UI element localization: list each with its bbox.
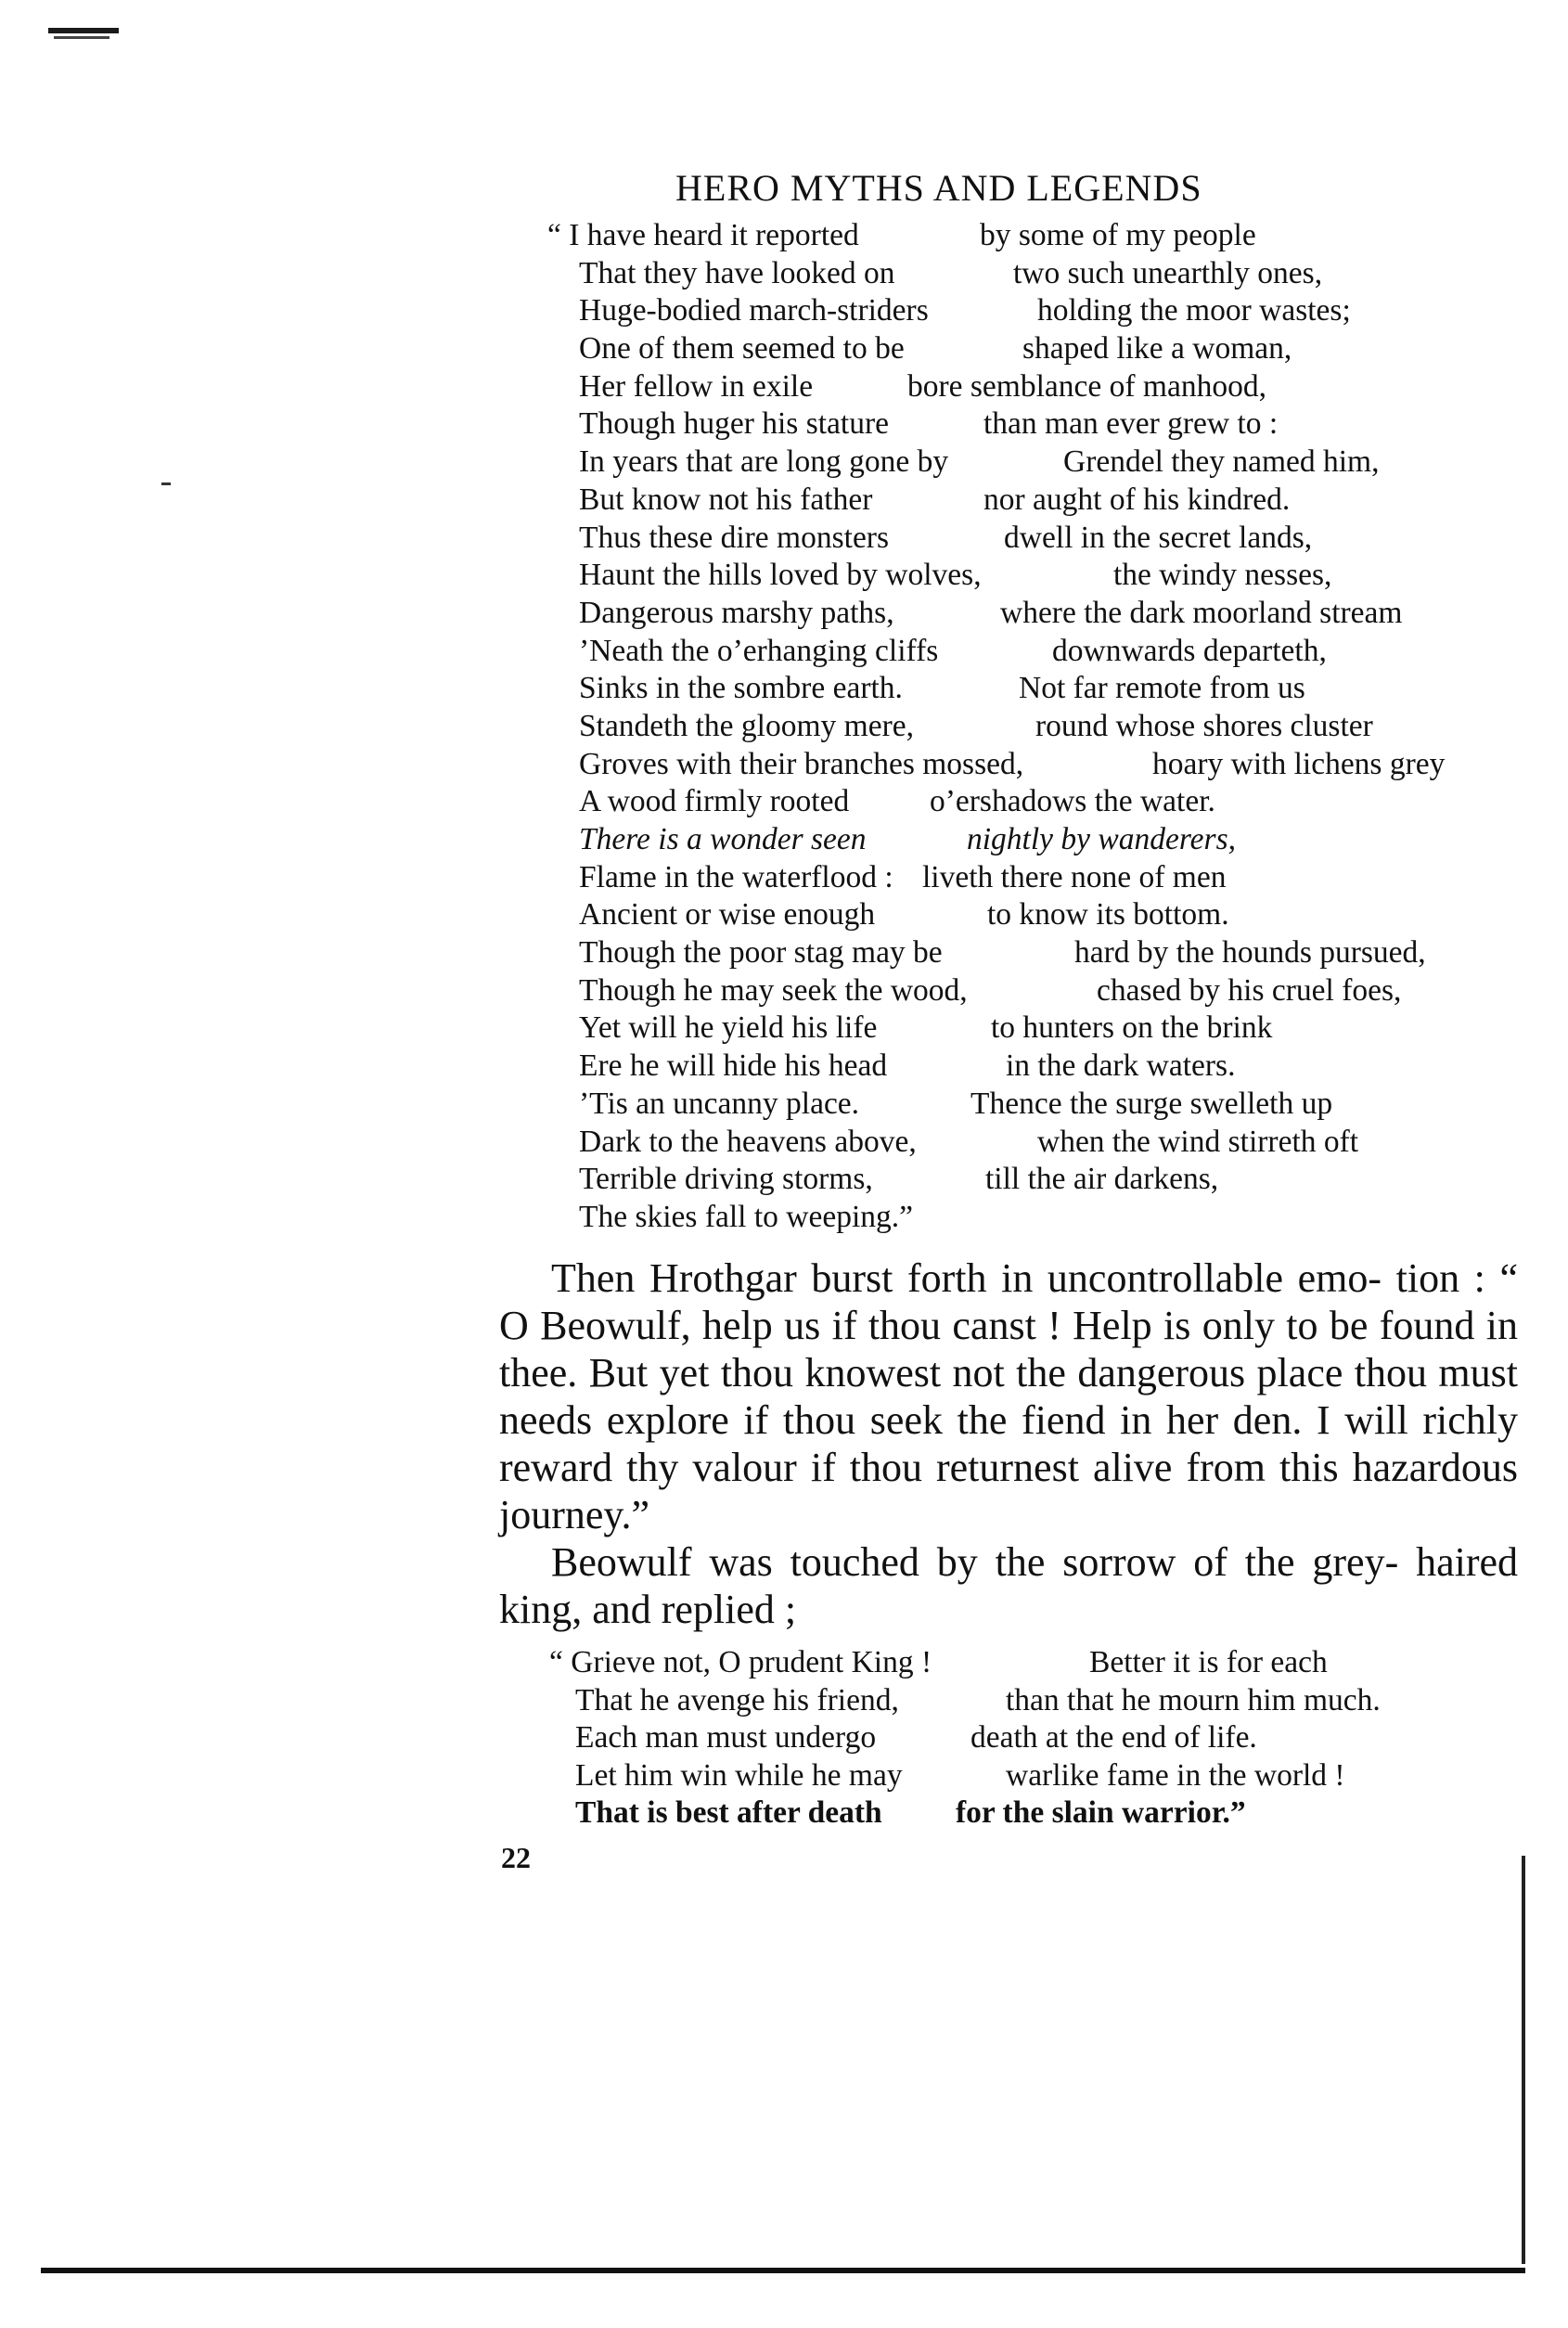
verse-line <box>547 1124 1531 1162</box>
verse-line <box>549 1719 1533 1757</box>
verse-half-a: “ I have heard it reported <box>547 218 859 252</box>
verse-half-b: where the dark moorland stream <box>1000 595 1403 630</box>
prose-paragraph: Then Hrothgar burst forth in uncontrollable emo- tion : “ O Beowulf, help us if thou canst ! Help is only to be found in thee. But yet thou knowest not the dangerous place thou must needs explore if thou seek the fiend in her den. I will richly reward thy valour if thou returnest alive from this hazardous journey.” <box>499 1255 1518 1537</box>
verse-half-a: But know not his father <box>579 482 873 517</box>
page-bottom-edge <box>41 2268 1525 2273</box>
prose-block <box>499 1254 1518 1633</box>
page-number: 22 <box>501 1841 531 1874</box>
verse-half-a: Groves with their branches mossed, <box>579 746 1024 781</box>
verse-half-b: Thence the surge swelleth up <box>970 1086 1333 1121</box>
verse-half-b: shaped like a woman, <box>1022 331 1292 367</box>
ink-speck <box>161 482 171 485</box>
verse-line <box>547 292 1531 330</box>
verse-line <box>547 821 1531 859</box>
verse-line <box>547 633 1531 671</box>
corner-ink-mark <box>48 28 119 45</box>
verse-half-a: That is best after death <box>575 1795 882 1831</box>
verse-line <box>549 1794 1533 1833</box>
verse-half-b: o’ershadows the water. <box>930 784 1215 819</box>
verse-line <box>547 405 1531 444</box>
verse-line <box>549 1682 1533 1720</box>
verse-half-a: The skies fall to weeping.” <box>579 1199 914 1234</box>
verse-line <box>547 1161 1531 1199</box>
verse-half-a: Yet will he yield his life <box>579 1010 878 1046</box>
verse-half-b: downwards departeth, <box>1052 633 1327 668</box>
verse-line <box>547 783 1531 821</box>
verse-half-a: One of them seemed to be <box>579 331 905 367</box>
verse-line <box>547 255 1531 293</box>
verse-line <box>547 444 1531 482</box>
verse-line <box>547 746 1531 784</box>
verse-half-a: Haunt the hills loved by wolves, <box>579 558 982 593</box>
verse-half-a: Sinks in the sombre earth. <box>579 671 903 706</box>
verse-line <box>547 1048 1531 1086</box>
verse-half-a: Let him win while he may <box>575 1757 903 1793</box>
verse-half-a: Each man must undergo <box>575 1720 877 1756</box>
verse-half-b: dwell in the secret lands, <box>1004 520 1313 555</box>
verse-half-b: round whose shores cluster <box>1035 708 1373 743</box>
verse-half-b: Not far remote from us <box>1019 671 1305 706</box>
page-edge-shadow <box>1522 1856 1525 2264</box>
verse-half-a: Terrible driving storms, <box>579 1162 873 1197</box>
verse-half-b: till the air darkens, <box>985 1162 1219 1197</box>
verse-line <box>547 896 1531 934</box>
verse-half-b: nor aught of his kindred. <box>983 482 1291 517</box>
verse-half-a: Dark to the heavens above, <box>579 1124 917 1159</box>
verse-half-b: Better it is for each <box>1089 1645 1328 1679</box>
verse-line <box>547 934 1531 972</box>
verse-line <box>547 482 1531 520</box>
verse-half-a: “ Grieve not, O prudent King ! <box>549 1645 932 1679</box>
verse-half-a: Though the poor stag may be <box>579 935 943 971</box>
verse-half-a: Though huger his stature <box>579 406 890 442</box>
verse-half-a: That he avenge his friend, <box>575 1682 899 1717</box>
verse-line <box>547 972 1531 1010</box>
verse-half-b: hard by the hounds pursued, <box>1074 935 1426 971</box>
verse-half-b: to hunters on the brink <box>991 1010 1273 1046</box>
verse-half-b: Grendel they named him, <box>1063 444 1380 480</box>
verse-half-b: than that he mourn him much. <box>1006 1682 1381 1717</box>
verse-line <box>547 1199 1531 1237</box>
corner-ink-bar <box>48 28 119 33</box>
verse-half-a: A wood firmly rooted <box>579 784 850 819</box>
verse-half-a: Though he may seek the wood, <box>579 972 968 1008</box>
verse-line <box>547 520 1531 558</box>
verse-half-a: Standeth the gloomy mere, <box>579 708 914 743</box>
verse-half-a: Ancient or wise enough <box>579 897 876 932</box>
verse-line <box>547 708 1531 746</box>
verse-block-1 <box>547 217 1531 1237</box>
verse-half-a: Ere he will hide his head <box>579 1048 888 1084</box>
running-head: HERO MYTHS AND LEGENDS <box>675 167 1202 209</box>
verse-line <box>547 859 1531 897</box>
verse-half-b: hoary with lichens grey <box>1152 746 1446 781</box>
verse-line <box>547 217 1531 255</box>
verse-half-b: liveth there none of men <box>922 859 1227 894</box>
verse-line <box>549 1757 1533 1795</box>
verse-half-b: to know its bottom. <box>987 897 1229 932</box>
verse-half-a: Her fellow in exile <box>579 368 814 404</box>
verse-half-a: Thus these dire monsters <box>579 520 890 555</box>
verse-half-b: two such unearthly ones, <box>1013 255 1323 290</box>
verse-line <box>547 1010 1531 1048</box>
corner-ink-bar <box>54 36 109 39</box>
verse-half-a: That they have looked on <box>579 255 895 290</box>
verse-half-b: warlike fame in the world ! <box>1006 1757 1345 1793</box>
verse-half-b: by some of my people <box>980 218 1256 252</box>
verse-line <box>547 595 1531 633</box>
verse-half-a: There is a wonder seen <box>579 822 867 856</box>
verse-half-a: Huge-bodied march-striders <box>579 293 929 328</box>
verse-half-a: Dangerous marshy paths, <box>579 595 894 630</box>
verse-half-a: Flame in the waterflood : <box>579 859 893 894</box>
verse-half-b: than man ever grew to : <box>983 406 1279 442</box>
verse-half-b: holding the moor wastes; <box>1037 293 1351 328</box>
verse-line <box>547 368 1531 406</box>
verse-line <box>547 670 1531 708</box>
verse-line <box>547 1086 1531 1124</box>
prose-paragraph: Beowulf was touched by the sorrow of the grey- haired king, and replied ; <box>499 1539 1518 1632</box>
verse-block-2 <box>549 1644 1533 1833</box>
verse-half-a: ’Tis an uncanny place. <box>579 1086 860 1121</box>
verse-half-b: death at the end of life. <box>970 1720 1257 1756</box>
verse-line <box>547 557 1531 595</box>
verse-line <box>549 1644 1533 1682</box>
verse-half-b: chased by his cruel foes, <box>1097 972 1402 1008</box>
verse-half-a: In years that are long gone by <box>579 444 949 480</box>
verse-half-b: when the wind stirreth oft <box>1037 1124 1359 1159</box>
verse-half-b: in the dark waters. <box>1006 1048 1236 1084</box>
verse-half-b: nightly by wanderers, <box>967 822 1236 856</box>
verse-half-b: the windy nesses, <box>1113 558 1332 593</box>
verse-line <box>547 330 1531 368</box>
verse-half-b: bore semblance of manhood, <box>907 368 1266 404</box>
verse-half-a: ’Neath the o’erhanging cliffs <box>579 633 939 668</box>
verse-half-b: for the slain warrior.” <box>956 1795 1246 1831</box>
